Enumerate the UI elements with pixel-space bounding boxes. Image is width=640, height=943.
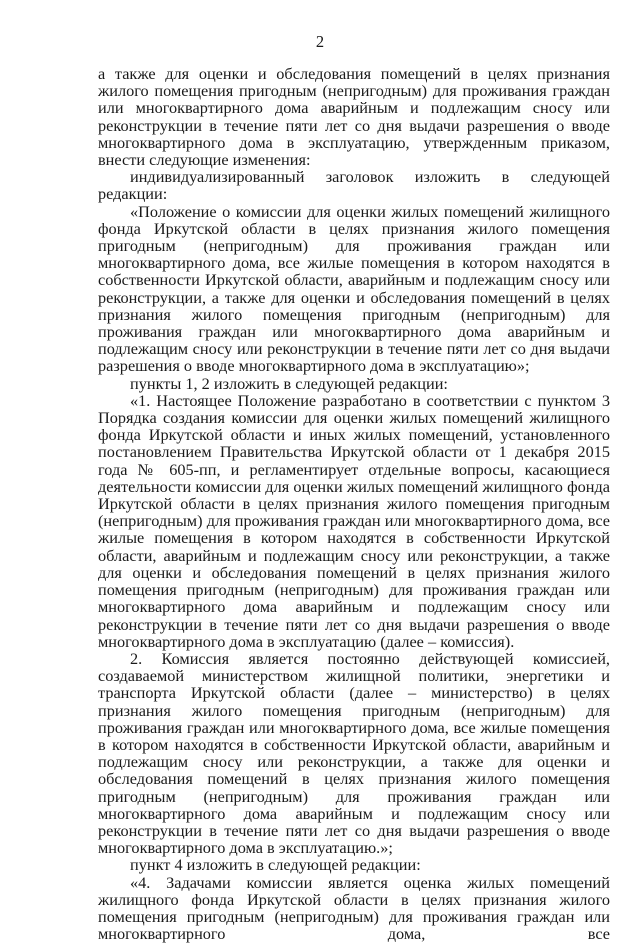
paragraph-point-4-instruction: пункт 4 изложить в следующей редакции: (130, 855, 421, 875)
paragraph-heading-instruction: индивидуализированный заголовок изложить в следующей редакции: (98, 167, 610, 204)
paragraph-point-4: «4. Задачами комиссии является оценка жилых помещений жилищного фонда Иркутской области в целях признания жилого помещения пригодным (непригодным) для проживания граждан или многоквартирного дома, все (98, 872, 610, 943)
paragraph-new-title: «Положение о комиссии для оценки жилых помещений жилищного фонда Иркутской области в целях признания жилого помещения пригодным (непригодным) для проживания граждан или многоквартирного дома, все жилые помещения в котором находятся в собственности Иркутской области, аварийным и подлежащим сносу или реконструкции, а также для оценки и обследования помещений в целях признания жилого помещения пригодным (непригодным) для проживания граждан или многоквартирного дома аварийным и подлежащим сносу или реконструкции в течение пяти лет со дня выдачи разрешения о вводе многоквартирного дома в эксплуатацию»; (98, 201, 610, 376)
paragraph-point-1: «1. Настоящее Положение разработано в соответствии с пунктом 3 Порядка создания комиссии для оценки жилых помещений жилищного фонда Иркутской области и иных жилых помещений, установленного постановлением Правительства Иркутской области от 1 декабря 2015 года № 605-пп, и регламентирует отдельные вопросы, касающиеся деятельности комиссии для оценки жилых помещений жилищного фонда Иркутской области в целях признания жилого помещения пригодным (непригодным) для проживания граждан или многоквартирного дома, все жилые помещения в котором находятся в собственности Иркутской области, аварийным и подлежащим сносу или реконструкции, а также для оценки и обследования помещений в целях признания жилого помещения пригодным (непригодным) для проживания граждан или многоквартирного дома аварийным и подлежащим сносу или реконструкции в течение пяти лет со дня выдачи разрешения о вводе многоквартирного дома в эксплуатацию (далее – комиссия). (98, 390, 610, 651)
document-body (98, 65, 610, 942)
paragraph-intro: а также для оценки и обследования помещений в целях признания жилого помещения пригодным (непригодным) для проживания граждан или многоквартирного дома аварийным и подлежащим сносу или реконструкции в течение пяти лет со дня выдачи разрешения о вводе многоквартирного дома в эксплуатацию, утвержденным приказом, внести следующие изменения: (98, 64, 610, 170)
page-number: 2 (315, 32, 325, 51)
paragraph-points-instruction: пункты 1, 2 изложить в следующей редакции: (130, 373, 448, 393)
paragraph-point-2: 2. Комиссия является постоянно действующей комиссией, создаваемой министерством жилищной политики, энергетики и транспорта Иркутской области (далее – министерство) в целях признания жилого помещения пригодным (непригодным) для проживания граждан или многоквартирного дома, все жилые помещения в котором находятся в собственности Иркутской области, аварийным и подлежащим сносу или реконструкции, а также для оценки и обследования помещений в целях признания жилого помещения пригодным (непригодным) для проживания граждан или многоквартирного дома аварийным и подлежащим сносу или реконструкции в течение пяти лет со дня выдачи разрешения о вводе многоквартирного дома в эксплуатацию.»; (98, 648, 610, 858)
